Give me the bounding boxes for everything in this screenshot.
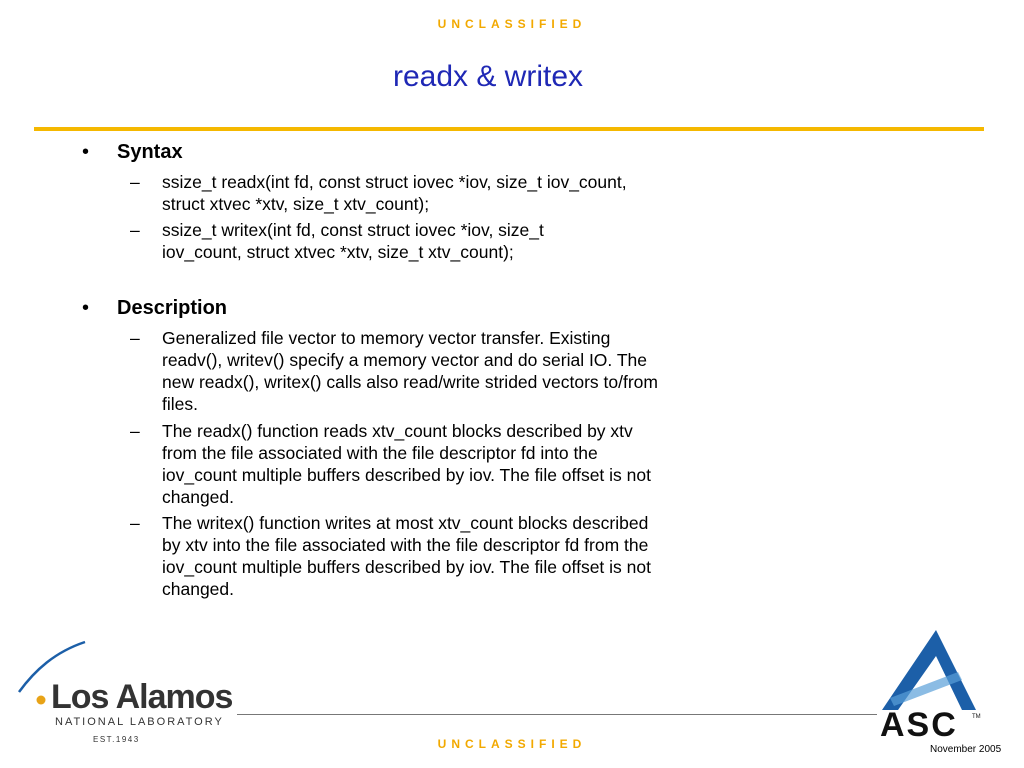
slide-date: November 2005	[930, 744, 1002, 755]
lanl-established: EST.1943	[93, 735, 140, 744]
lanl-subtitle: NATIONAL LABORATORY	[55, 716, 224, 728]
slide-title: readx & writex	[392, 60, 584, 93]
classification-header: UNCLASSIFIED	[437, 17, 587, 31]
classification-footer: UNCLASSIFIED	[437, 737, 587, 751]
section-heading: Syntax	[117, 141, 183, 163]
los-alamos-logo	[15, 640, 240, 745]
bullet-dot: •	[82, 141, 90, 163]
syntax-text: ssize_t writex(int fd, const struct iovec *iov, size_t iov_count, struct xtvec *xtv, size_t xtv_count);	[162, 220, 544, 262]
section-heading: Description	[117, 297, 228, 319]
description-text: Generalized file vector to memory vector transfer. Existing readv(), writev() specify a memory vector and do serial IO. The new readx(), writex() calls also read/write strided vectors to/from files.	[162, 328, 658, 414]
asc-logo	[876, 628, 986, 740]
title-divider	[34, 127, 984, 131]
bullet-dot: •	[82, 297, 90, 319]
syntax-text: ssize_t readx(int fd, const struct iovec *iov, size_t iov_count, struct xtvec *xtv, size_t xtv_count);	[162, 172, 627, 214]
lanl-name: Los Alamos	[51, 678, 233, 716]
asc-text: ASC	[880, 706, 958, 740]
description-text: The writex() function writes at most xtv_count blocks described by xtv into the file associated with the file descriptor fd from the iov_count multiple buffers described by iov. The file offset is not changed.	[162, 513, 651, 599]
asc-trademark: TM	[972, 714, 981, 720]
footer-divider	[237, 714, 877, 715]
description-text: The readx() function reads xtv_count blocks described by xtv from the file associated with the file descriptor fd into the iov_count multiple buffers described by iov. The file offset is not changed.	[162, 421, 651, 507]
logo-dot	[37, 696, 46, 705]
